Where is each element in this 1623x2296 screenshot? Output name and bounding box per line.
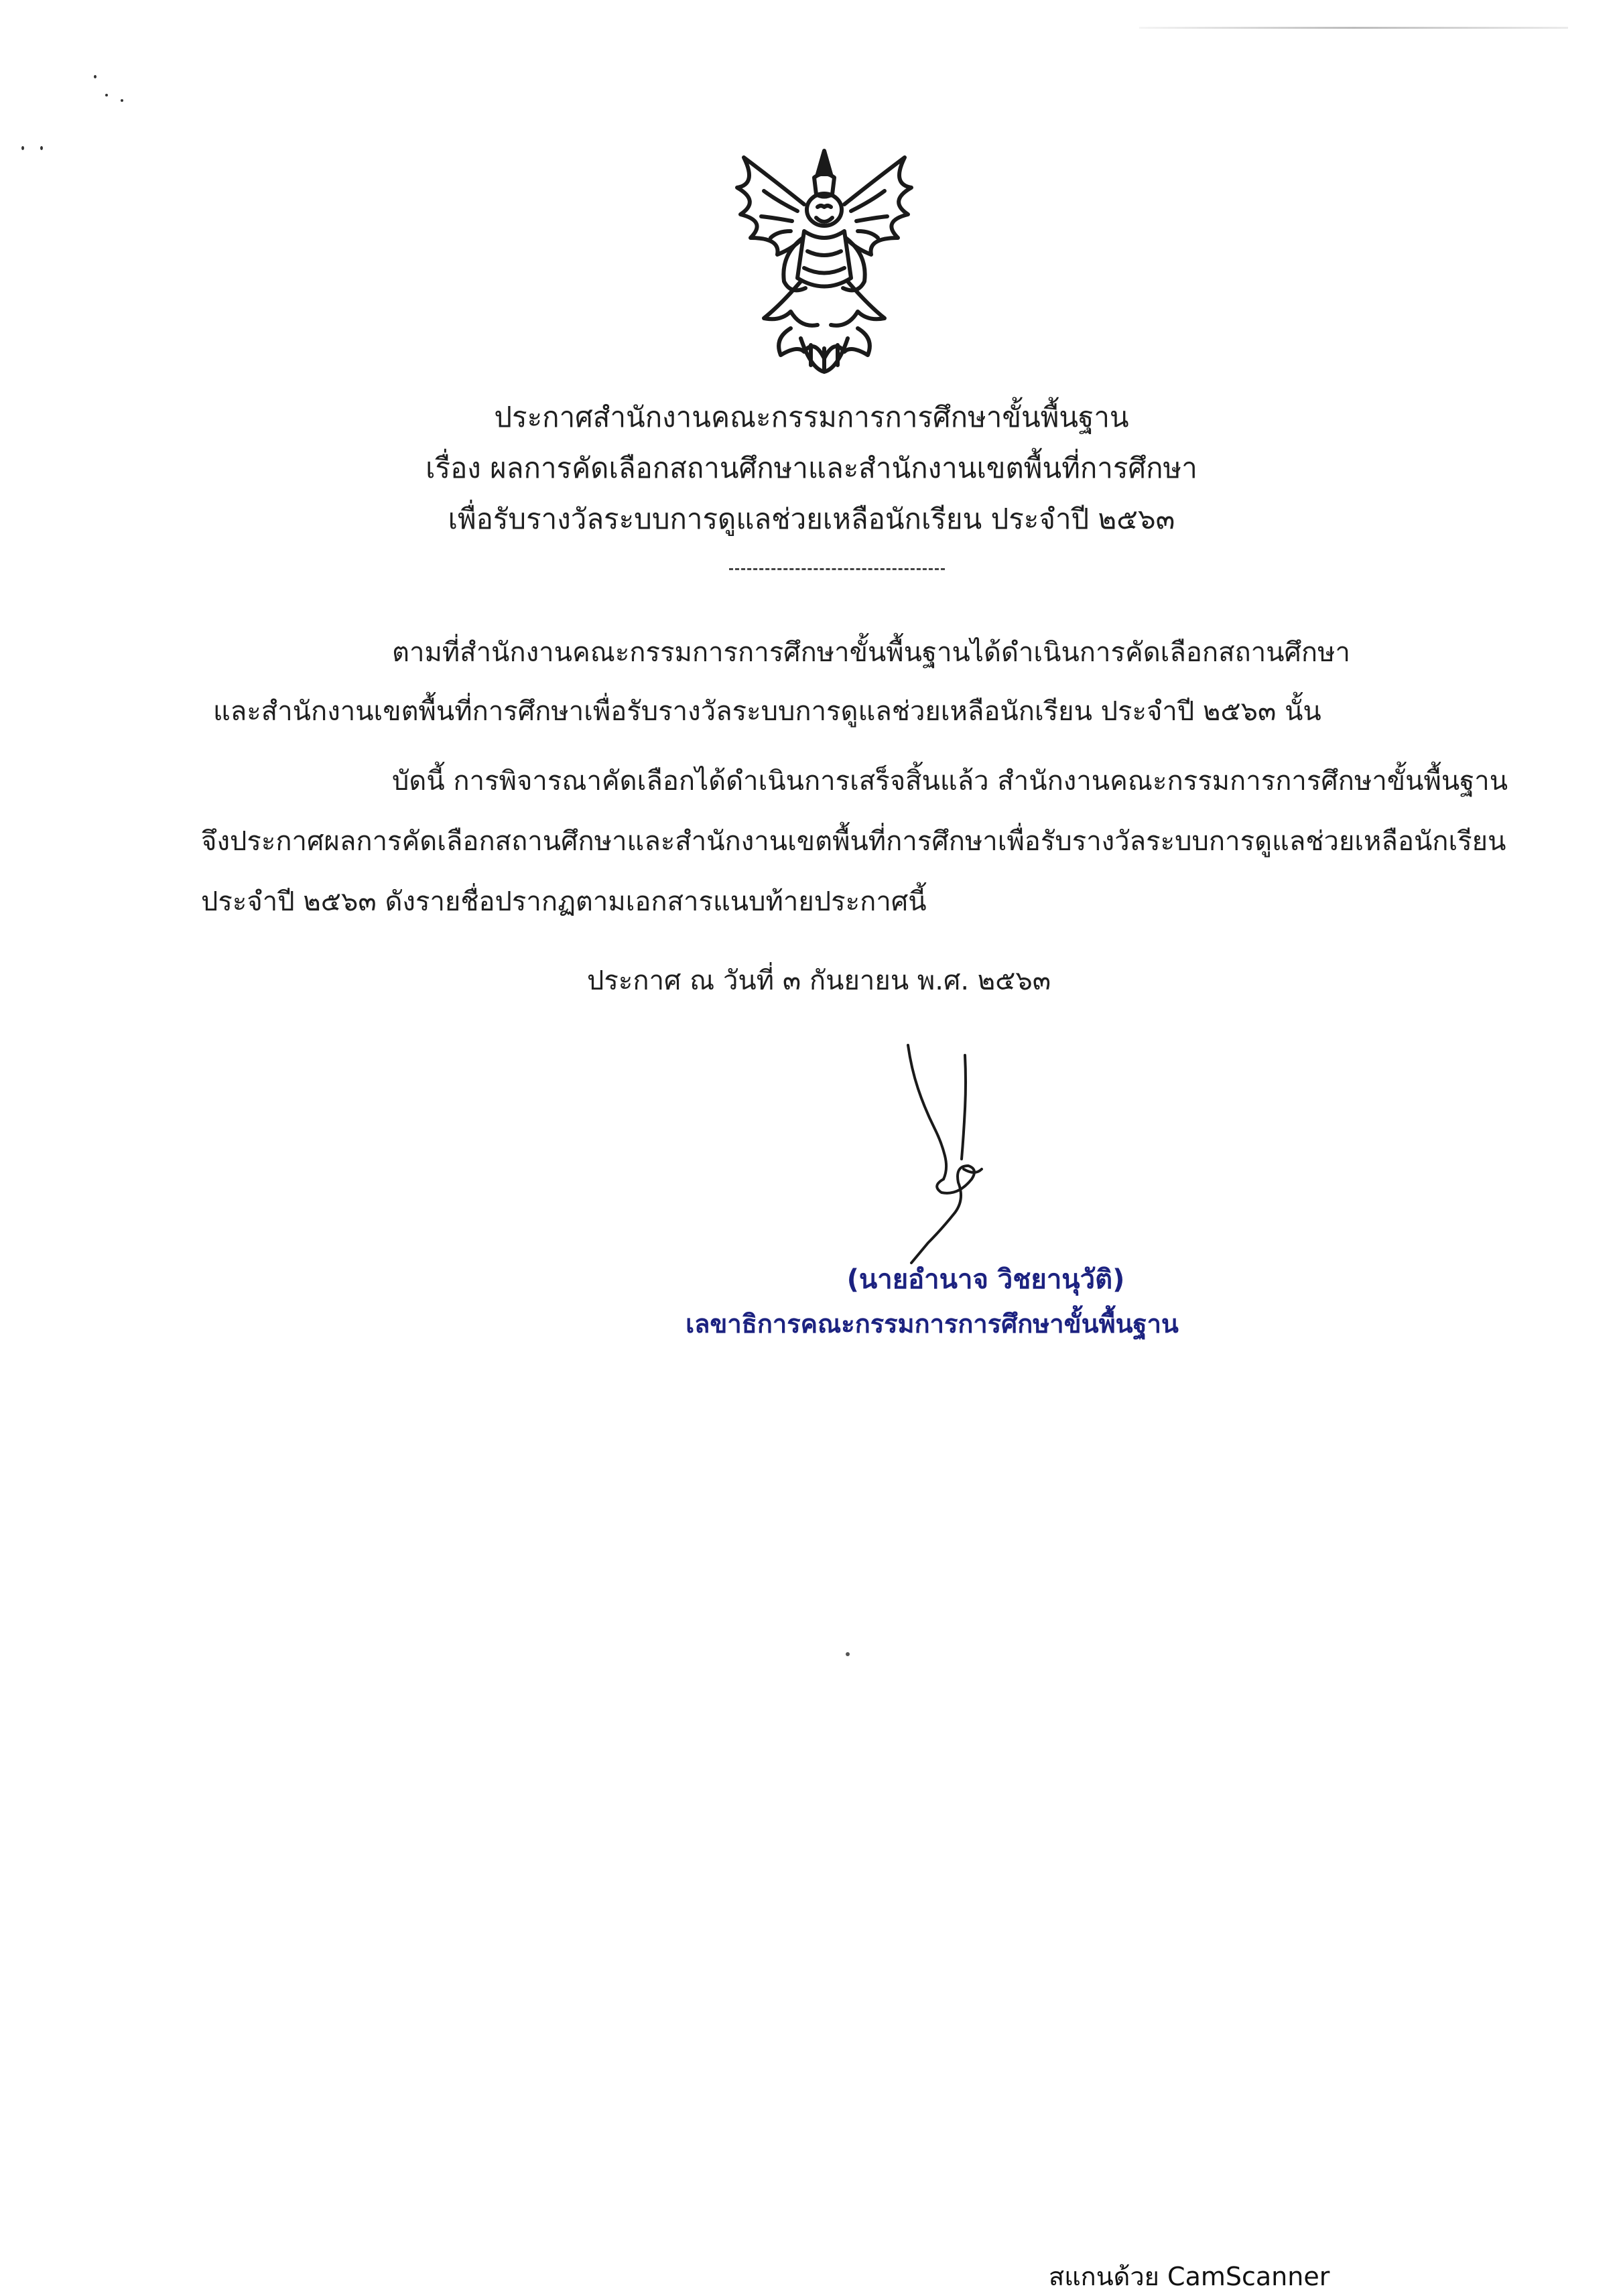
scan-speck [94, 75, 96, 78]
scan-speck [121, 99, 123, 102]
signer-title: เลขาธิการคณะกรรมการการศึกษาขั้นพื้นฐาน [686, 1309, 1179, 1339]
body-paragraph-1-line-2: และสำนักงานเขตพื้นที่การศึกษาเพื่อรับรางวัลระบบการดูแลช่วยเหลือนักเรียน ประจำปี ๒๕๖๓ นั้น [213, 696, 1321, 727]
scan-edge-mark [1139, 27, 1568, 29]
scan-speck [21, 146, 24, 150]
announcement-date: ประกาศ ณ วันที่ ๓ กันยายน พ.ศ. ๒๕๖๓ [587, 965, 1051, 996]
signature-icon [864, 1042, 1039, 1283]
scan-speck [846, 1652, 850, 1656]
body-paragraph-2-line-2: จึงประกาศผลการคัดเลือกสถานศึกษาและสำนักงานเขตพื้นที่การศึกษาเพื่อรับรางวัลระบบการดูแลช่วยเหลือนักเรียน [201, 826, 1506, 857]
body-paragraph-2-line-3: ประจำปี ๒๕๖๓ ดังรายชื่อปรากฏตามเอกสารแนบท้ายประกาศนี้ [201, 886, 927, 917]
announcement-heading: ประกาศสำนักงานคณะกรรมการการศึกษาขั้นพื้นฐาน [494, 401, 1129, 433]
signer-name: (นายอำนาจ วิชยานุวัติ) [846, 1264, 1125, 1295]
body-paragraph-2-line-1: บัดนี้ การพิจารณาคัดเลือกได้ดำเนินการเสร็จสิ้นแล้ว สำนักงานคณะกรรมการการศึกษาขั้นพื้นฐาน [392, 766, 1508, 797]
scan-speck [40, 146, 43, 150]
garuda-emblem-icon [717, 137, 931, 379]
scan-speck [105, 94, 108, 96]
body-paragraph-1-line-1: ตามที่สำนักงานคณะกรรมการการศึกษาขั้นพื้นฐานได้ดำเนินการคัดเลือกสถานศึกษา [392, 637, 1350, 668]
header-divider [729, 568, 945, 570]
announcement-subject-cont: เพื่อรับรางวัลระบบการดูแลช่วยเหลือนักเรียน ประจำปี ๒๕๖๓ [448, 502, 1175, 535]
announcement-subject: เรื่อง ผลการคัดเลือกสถานศึกษาและสำนักงานเขตพื้นที่การศึกษา [426, 452, 1197, 484]
camscanner-watermark: สแกนด้วย CamScanner [1049, 2262, 1330, 2291]
